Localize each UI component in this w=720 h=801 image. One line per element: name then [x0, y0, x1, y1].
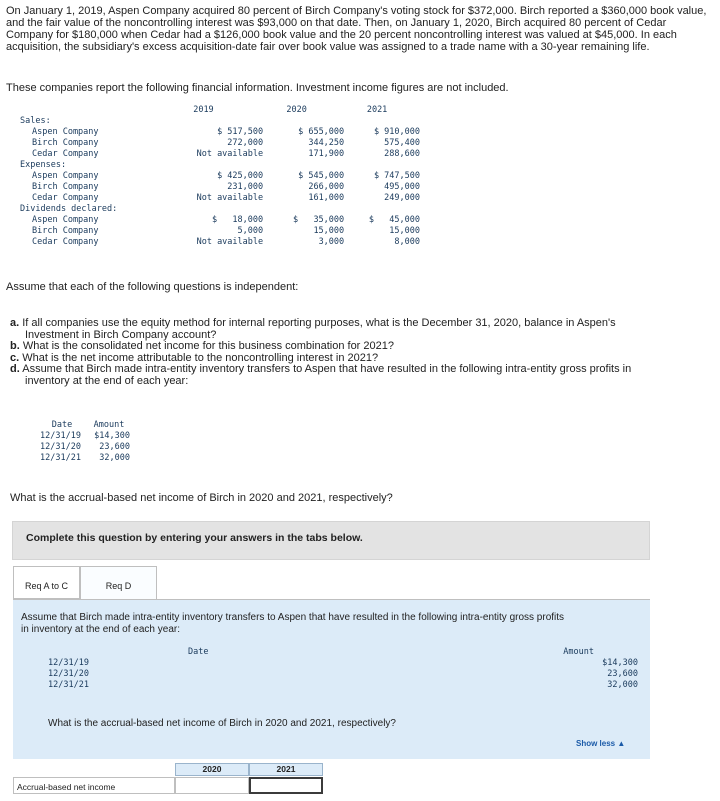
instruction-text: Complete this question by entering your answers in the tabs below. — [26, 532, 363, 544]
row-label: Cedar Company — [32, 193, 99, 203]
row-label: Dividends declared: — [20, 204, 118, 214]
cell-value: 5,000 — [237, 226, 264, 236]
cell-value: Not available — [196, 149, 264, 159]
gross-profit-table — [38, 420, 132, 464]
row-label: Birch Company — [32, 138, 99, 148]
report-line: These companies report the following financial information. Investment income figures are not included. — [6, 82, 509, 94]
cell-value: $ 45,000 — [368, 215, 420, 225]
cell-value: $ 910,000 — [373, 127, 420, 137]
cell-value: 495,000 — [384, 182, 420, 192]
cell-value: $ 425,000 — [217, 171, 264, 181]
panel-date: 12/31/19 — [48, 658, 89, 668]
cell-value: $ 517,500 — [217, 127, 264, 137]
cell-value — [344, 204, 420, 215]
answer-col-2021: 2021 — [249, 763, 323, 776]
cell-value — [164, 116, 263, 127]
table-row — [20, 149, 420, 160]
cell-value: $ 18,000 — [211, 215, 264, 225]
table-row — [20, 160, 420, 171]
table-row — [48, 658, 638, 669]
cell-value: 161,000 — [308, 193, 345, 203]
row-label: Birch Company — [32, 182, 99, 192]
accrual-question: What is the accrual-based net income of Birch in 2020 and 2021, respectively? — [10, 492, 393, 504]
cell-value — [263, 160, 344, 171]
gp-date: 12/31/21 — [40, 453, 81, 463]
panel-amount: $14,300 — [602, 658, 638, 668]
question-list — [10, 318, 710, 387]
table-row — [38, 442, 132, 453]
instruction-box — [12, 521, 650, 560]
row-label: Aspen Company — [32, 127, 99, 137]
table-row — [20, 226, 420, 237]
table-row — [20, 193, 420, 204]
answer-2020-input[interactable] — [175, 777, 249, 794]
cell-value: 288,600 — [384, 149, 420, 159]
gp-date: 12/31/19 — [40, 431, 81, 441]
row-label: Birch Company — [32, 226, 99, 236]
cell-value — [263, 116, 344, 127]
cell-value — [263, 204, 344, 215]
cell-value: Not available — [196, 193, 264, 203]
tab-req-a-to-c[interactable]: Req A to C — [13, 566, 80, 599]
cell-value: 3,000 — [318, 237, 345, 247]
cell-value: 171,900 — [308, 149, 345, 159]
gp-amount: 23,600 — [99, 442, 130, 452]
question-a: a. If all companies use the equity method for internal reporting purposes, what is the December 31, 2020, balance in Aspen's — [10, 317, 616, 329]
panel-date: 12/31/20 — [48, 669, 89, 679]
table-row — [20, 215, 420, 226]
row-label: Cedar Company — [32, 149, 99, 159]
cell-value: 231,000 — [227, 182, 264, 192]
cell-value — [344, 160, 420, 171]
cell-value: 272,000 — [227, 138, 264, 148]
row-label: Expenses: — [20, 160, 67, 170]
answer-row-label: Accrual-based net income — [13, 777, 175, 794]
question-d-cont: inventory at the end of each year: — [25, 374, 189, 387]
cell-value: 15,000 — [389, 226, 420, 236]
panel-intro: Assume that Birch made intra-entity inventory transfers to Aspen that have resulted in the following intra-entity gross profits in inventory at the end of each year: — [21, 612, 565, 635]
cell-value: 8,000 — [394, 237, 420, 247]
cell-value: 266,000 — [308, 182, 345, 192]
gp-header-amount: Amount — [93, 420, 125, 430]
gp-header-date: Date — [51, 420, 73, 430]
row-label: Aspen Company — [32, 171, 99, 181]
answer-2021-input[interactable] — [249, 777, 323, 794]
year-header-2019: 2019 — [193, 105, 214, 115]
question-b: b. What is the consolidated net income for this business combination for 2021? — [10, 340, 394, 352]
cell-value: Not available — [196, 237, 264, 247]
panel-gp-table — [48, 647, 638, 691]
table-row — [20, 237, 420, 248]
cell-value: 575,400 — [384, 138, 420, 148]
show-less-link[interactable]: Show less ▲ — [576, 739, 626, 748]
cell-value: $ 655,000 — [298, 127, 345, 137]
row-label: Sales: — [20, 116, 51, 126]
table-row — [38, 431, 132, 442]
cell-value: $ 545,000 — [298, 171, 345, 181]
gp-date: 12/31/20 — [40, 442, 81, 452]
cell-value — [164, 160, 263, 171]
cell-value: 249,000 — [384, 193, 420, 203]
table-row — [20, 204, 420, 215]
cell-value: $ 35,000 — [292, 215, 345, 225]
cell-value: 344,250 — [308, 138, 345, 148]
question-a-cont: Investment in Birch Company account? — [25, 328, 217, 341]
cell-value: $ 747,500 — [373, 171, 420, 181]
year-header-2020: 2020 — [286, 105, 307, 115]
assume-line: Assume that each of the following questions is independent: — [6, 281, 299, 293]
table-row — [38, 453, 132, 464]
panel-question: What is the accrual-based net income of Birch in 2020 and 2021, respectively? — [48, 718, 396, 729]
panel-header-amount: Amount — [563, 647, 594, 657]
question-c: c. What is the net income attributable to the noncontrolling interest in 2021? — [10, 351, 379, 364]
panel-amount: 32,000 — [607, 680, 638, 690]
table-row — [20, 138, 420, 149]
tab-req-d[interactable]: Req D — [80, 566, 157, 599]
question-d: d. Assume that Birch made intra-entity inventory transfers to Aspen that have resulted in the following intra-entity gross profits in — [10, 363, 632, 375]
answer-col-2020: 2020 — [175, 763, 249, 776]
table-row — [20, 182, 420, 193]
cell-value — [344, 116, 420, 127]
table-row — [48, 680, 638, 691]
table-row — [20, 116, 420, 127]
panel-header-date: Date — [188, 647, 209, 657]
table-row — [48, 669, 638, 680]
gp-amount: 32,000 — [99, 453, 130, 463]
row-label: Cedar Company — [32, 237, 99, 247]
problem-intro: On January 1, 2019, Aspen Company acquired 80 percent of Birch Company's voting stock for $372,000. Birch reported a $360,000 book value, and the fair value of the noncontrolling interest was $93,000 on that date. Then, on January 1, 2020, Birch acquired 80 percent of Cedar Company for $180,000 when Cedar had a $126,000 book value and the 20 percent noncontrolling interest was valued at $45,000. In each acquisition, the subsidiary's excess acquisition-date fair over book value was assigned to a trade name with a 30-year remaining life. — [6, 5, 707, 53]
panel-date: 12/31/21 — [48, 680, 89, 690]
gp-amount: $14,300 — [94, 431, 130, 441]
table-row — [20, 171, 420, 182]
table-row — [20, 127, 420, 138]
financial-table — [20, 105, 420, 248]
cell-value: 15,000 — [313, 226, 345, 236]
panel-amount: 23,600 — [607, 669, 638, 679]
cell-value — [164, 204, 263, 215]
row-label: Aspen Company — [32, 215, 99, 225]
year-header-2021: 2021 — [366, 105, 388, 115]
